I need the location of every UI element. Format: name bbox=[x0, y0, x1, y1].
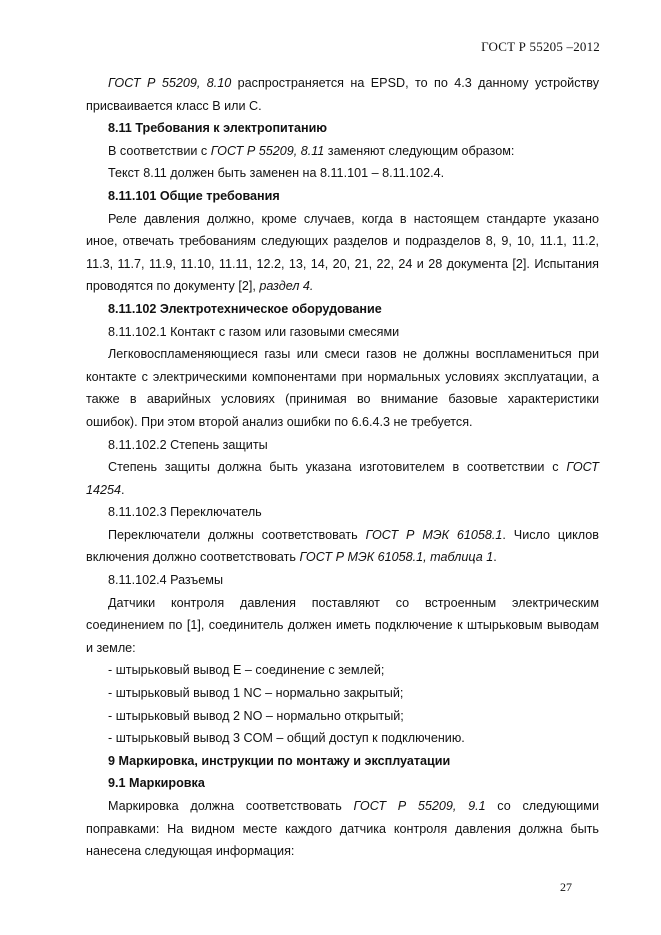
list-item: - штырьковый вывод Е – соединение с землей; bbox=[108, 663, 385, 678]
reference: ГОСТ Р 55209, 9.1 bbox=[353, 799, 486, 813]
paragraph-8-10: ГОСТ Р 55209, 8.10 распространяется на EPSD, то по 4.3 данному устройству присваивается класс В или С. bbox=[86, 76, 599, 113]
paragraph: Степень защиты должна быть указана изготовителем в соответствии с ГОСТ 14254. bbox=[86, 460, 599, 497]
list-item: - штырьковый вывод 2 NO – нормально открытый; bbox=[108, 708, 404, 723]
list-item: - штырьковый вывод 3 COM – общий доступ к подключению. bbox=[108, 731, 465, 746]
document-body bbox=[86, 72, 599, 863]
subheading-8-11-102-2: 8.11.102.2 Степень защиты bbox=[108, 437, 268, 452]
subheading-8-11-102-4: 8.11.102.4 Разъемы bbox=[108, 573, 224, 588]
list-item: - штырьковый вывод 1 NC – нормально закрытый; bbox=[108, 686, 404, 701]
heading-8-11-102: 8.11.102 Электротехническое оборудование bbox=[108, 301, 382, 316]
heading-9: 9 Маркировка, инструкции по монтажу и эксплуатации bbox=[108, 753, 451, 768]
paragraph: Реле давления должно, кроме случаев, когда в настоящем стандарте указано иное, отвечать требованиям следующих разделов и подразделов 8, 9, 10, 11.1, 11.2, 11.3, 11.7, 11.9, 11.10, 11.11, 12.2, 13, 14, 20, 21, 22, 24 и 28 документа [2]. Испытания проводятся по документу [2], раздел 4. bbox=[86, 211, 599, 294]
reference: раздел 4. bbox=[259, 279, 314, 294]
reference: ГОСТ 14254 bbox=[86, 460, 599, 497]
reference: ГОСТ Р МЭК 61058.1 bbox=[365, 527, 503, 542]
paragraph: В соответствии с ГОСТ Р 55209, 8.11 заменяют следующим образом: bbox=[108, 143, 515, 158]
paragraph: Текст 8.11 должен быть заменен на 8.11.101 – 8.11.102.4. bbox=[108, 166, 445, 181]
subheading-8-11-102-1: 8.11.102.1 Контакт с газом или газовыми смесями bbox=[108, 324, 400, 339]
page-number: 27 bbox=[560, 880, 572, 894]
paragraph: Переключатели должны соответствовать ГОСТ Р МЭК 61058.1. Число циклов включения должно соответствовать ГОСТ Р МЭК 61058.1, таблица 1. bbox=[86, 527, 599, 565]
heading-9-1: 9.1 Маркировка bbox=[108, 776, 205, 791]
subheading-8-11-102-3: 8.11.102.3 Переключатель bbox=[108, 505, 262, 520]
document-code: ГОСТ Р 55205 –2012 bbox=[481, 39, 600, 54]
heading-8-11: 8.11 Требования к электропитанию bbox=[108, 121, 328, 136]
reference: ГОСТ Р 55209, 8.10 bbox=[108, 76, 232, 90]
heading-8-11-101: 8.11.101 Общие требования bbox=[108, 188, 280, 203]
paragraph: Легковоспламеняющиеся газы или смеси газов не должны воспламениться при контакте с электрическими компонентами при нормальных условиях эксплуатации, а также в аварийных условиях (принимая во внимание базовые характеристики ошибок). При этом второй анализ ошибки по 6.6.4.3 не требуется. bbox=[86, 347, 599, 429]
reference: ГОСТ Р 55209, 8.11 bbox=[210, 143, 325, 158]
paragraph: Маркировка должна соответствовать ГОСТ Р 55209, 9.1 со следующими поправками: На видном месте каждого датчика контроля давления должна быть нанесена следующая информация: bbox=[86, 799, 599, 859]
paragraph: Датчики контроля давления поставляют со встроенным электрическим соединением по [1], соединитель должен иметь подключение к штырьковым выводам и земле: bbox=[86, 595, 599, 655]
reference: ГОСТ Р МЭК 61058.1, таблица 1 bbox=[299, 550, 494, 565]
